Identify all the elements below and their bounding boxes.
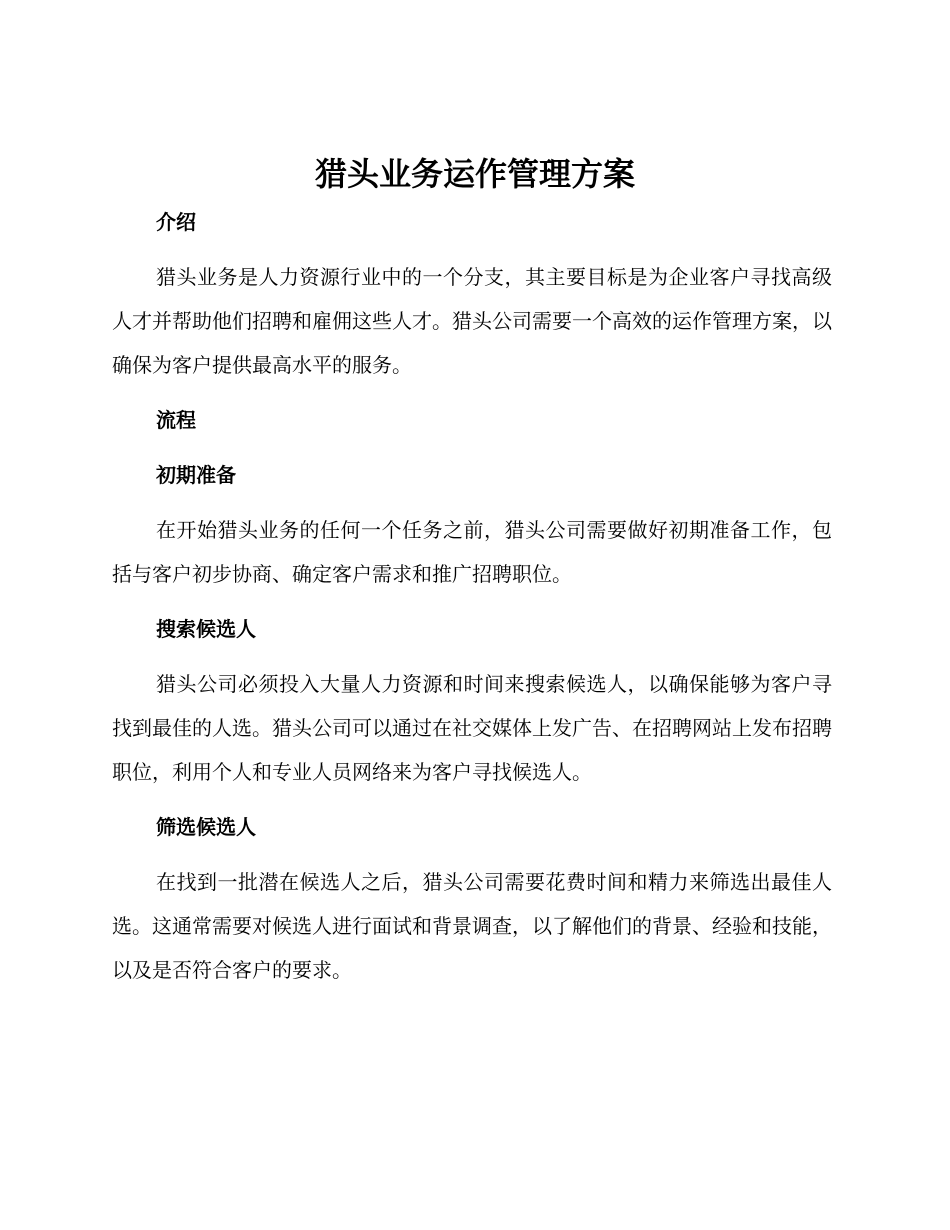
section-heading-intro: 介绍 xyxy=(156,210,196,234)
paragraph-initial-prep: 在开始猎头业务的任何一个任务之前，猎头公司需要做好初期准备工作，包括与客户初步协商、确定客户需求和推广招聘职位。 xyxy=(112,518,832,586)
section-heading-screen-candidates: 筛选候选人 xyxy=(156,815,256,839)
section-heading-search-candidates: 搜索候选人 xyxy=(156,617,256,641)
section-heading-process: 流程 xyxy=(156,408,196,432)
document-title: 猎头业务运作管理方案 xyxy=(314,155,635,193)
paragraph-search-candidates: 猎头公司必须投入大量人力资源和时间来搜索候选人，以确保能够为客户寻找到最佳的人选。猎头公司可以通过在社交媒体上发广告、在招聘网站上发布招聘职位，利用个人和专业人员网络来为客户寻找候选人。 xyxy=(112,672,832,784)
paragraph-intro: 猎头业务是人力资源行业中的一个分支，其主要目标是为企业客户寻找高级人才并帮助他们招聘和雇佣这些人才。猎头公司需要一个高效的运作管理方案，以确保为客户提供最高水平的服务。 xyxy=(112,265,832,377)
document-body xyxy=(112,200,832,1003)
paragraph-screen-candidates: 在找到一批潜在候选人之后，猎头公司需要花费时间和精力来筛选出最佳人选。这通常需要对候选人进行面试和背景调查，以了解他们的背景、经验和技能，以及是否符合客户的要求。 xyxy=(112,870,832,982)
section-heading-initial-prep: 初期准备 xyxy=(156,463,236,487)
